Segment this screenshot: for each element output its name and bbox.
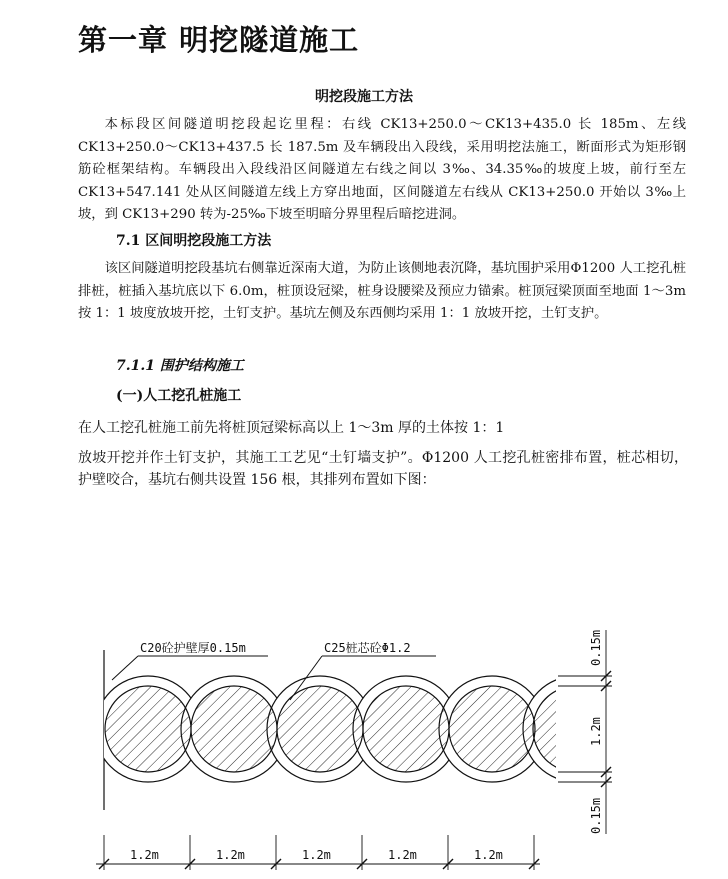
pile-core-4 [363, 686, 449, 772]
pile-core-2 [191, 686, 277, 772]
pile-core-3 [277, 686, 363, 772]
heading-pile-construction: (一)人工挖孔桩施工 [116, 388, 242, 404]
right-dimension-chain [558, 630, 612, 834]
paragraph-intro: 本标段区间隧道明挖段起讫里程：右线 CK13+250.0～CK13+435.0 长 185m、左线 CK13+250.0～CK13+437.5 长 187.5m 及车辆段出入段线，采用明挖法施工，断面形式为矩形钢筋砼框架结构。车辆段出入段线沿区间隧道左右线之间以 3‰、34.35‰的坡度上坡，前行至左 CK13+547.141 处从区间隧道左线上方穿出地面，区间隧道左右线从 CK13+250.0 开始以 3‰上坡，到 CK13+290 转为-25‰下坡至明暗分界里程后暗挖进洞。 [78, 117, 686, 222]
paragraph-layout: 放坡开挖并作土钉支护，其施工工艺见“土钉墙支护”。Φ1200 人工挖孔桩密排布置，桩芯相切，护壁咬合，基坑右侧共设置 156 根，其排列布置如下图： [78, 450, 688, 488]
pile-core-1 [105, 686, 191, 772]
dim-bottom-3: 1.2m [302, 848, 331, 862]
pile-row [95, 676, 629, 782]
dim-right-bottom: 0.15m [589, 797, 603, 834]
chapter-title: 第一章 明挖隧道施工 [78, 23, 360, 57]
dim-bottom-4: 1.2m [388, 848, 417, 862]
paragraph-line-a: 在人工挖孔桩施工前先将桩顶冠梁标高以上 1～3m 厚的土体按 1：1 [78, 420, 505, 436]
heading-7-1-1: 7.1.1 围护结构施工 [116, 358, 244, 374]
dim-bottom-2: 1.2m [216, 848, 245, 862]
bottom-dimension-chain [96, 835, 540, 870]
dim-bottom-5: 1.2m [474, 848, 503, 862]
label-wall-thickness: C20砼护壁厚0.15m [140, 641, 246, 655]
dim-right-top: 0.15m [589, 629, 603, 666]
dim-right-middle: 1.2m [589, 717, 603, 746]
label-wall-group [112, 640, 268, 680]
paragraph-support: 该区间隧道明挖段基坑右侧靠近深南大道，为防止该侧地表沉降，基坑围护采用Φ1200 人工挖孔桩排桩，桩插入基坑底以下 6.0m，桩顶设冠梁，桩身设腰梁及预应力锚索。桩顶冠梁顶面至地面 1～3m 按 1：1 坡度放坡开挖，土钉支护。基坑左侧及东西侧均采用 1：1 放坡开挖，土钉支护。 [78, 261, 686, 321]
dim-bottom-1: 1.2m [130, 848, 159, 862]
section-title: 明挖段施工方法 [315, 89, 413, 105]
label-core-concrete: C25桩芯砼Φ1.2 [324, 641, 411, 655]
heading-7-1: 7.1 区间明挖段施工方法 [116, 233, 272, 249]
pile-core-5 [449, 686, 535, 772]
